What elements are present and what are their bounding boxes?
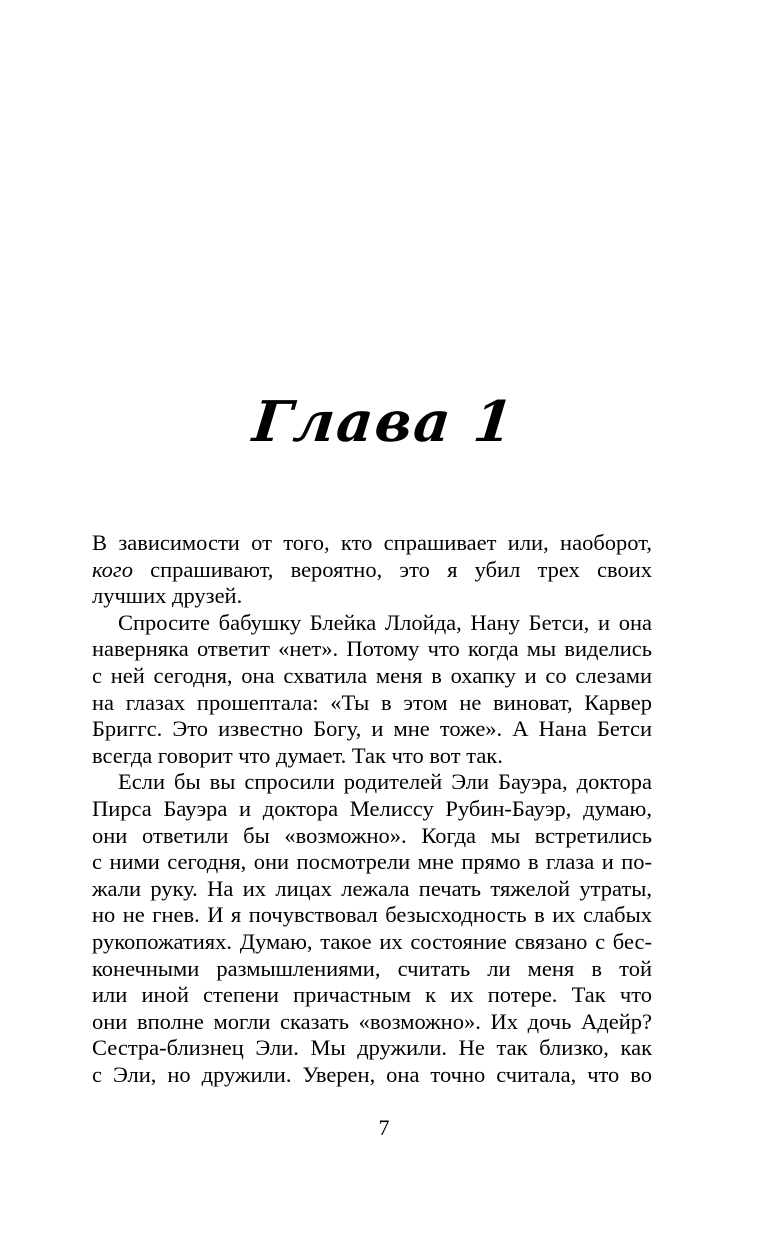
text-line: Бриггс. Это известно Богу, и мне тоже». А Нана Бетси xyxy=(92,716,652,742)
text-span: спрашивают, вероятно, это я убил трех своих xyxy=(132,556,652,582)
text-line: всегда говорит что думает. Так что вот так. xyxy=(92,742,503,768)
text-line: на глазах прошептала: «Ты в этом не виноват, Карвер xyxy=(92,689,652,715)
text-line xyxy=(92,557,652,584)
text-line: с ней сегодня, она схватила меня в охапку и со слезами xyxy=(92,662,652,688)
text-line: они вполне могли сказать «возможно». Их дочь Адейр? xyxy=(92,1008,652,1034)
page-number: 7 xyxy=(378,1115,390,1140)
chapter-title: Глава 1 xyxy=(249,389,519,455)
text-line: или иной степени причастным к их потере. Так что xyxy=(92,982,652,1008)
text-line: жали руку. На их лицах лежала печать тяжелой утраты, xyxy=(92,875,652,901)
text-line: лучших друзей. xyxy=(92,583,243,609)
text-line: Если бы вы спросили родителей Эли Бауэра, доктора xyxy=(118,769,652,795)
text-line: В зависимости от того, кто спрашивает или, наоборот, xyxy=(92,530,652,555)
text-line: Сестра-близнец Эли. Мы дружили. Не так близко, как xyxy=(92,1035,652,1061)
text-line: но не гнев. И я почувствовал безысходность в их слабых xyxy=(92,902,652,928)
text-line: рукопожатиях. Думаю, такое их состояние связано с бес- xyxy=(92,928,652,954)
italic-word: кого xyxy=(92,556,133,582)
text-line: наверняка ответит «нет». Потому что когда мы виделись xyxy=(92,636,652,662)
text-line: с Эли, но дружили. Уверен, она точно считала, что во xyxy=(92,1061,652,1087)
text-line: конечными размышлениями, считать ли меня в той xyxy=(92,955,652,981)
text-line: они ответили бы «возможно». Когда мы встретились xyxy=(92,822,652,848)
text-line: Спросите бабушку Блейка Ллойда, Нану Бетси, и она xyxy=(118,609,652,635)
body-text xyxy=(92,530,652,1088)
text-line: с ними сегодня, они посмотрели мне прямо в глаза и по- xyxy=(92,849,652,875)
text-line: Пирса Бауэра и доктора Мелиссу Рубин-Бауэр, думаю, xyxy=(92,795,652,821)
